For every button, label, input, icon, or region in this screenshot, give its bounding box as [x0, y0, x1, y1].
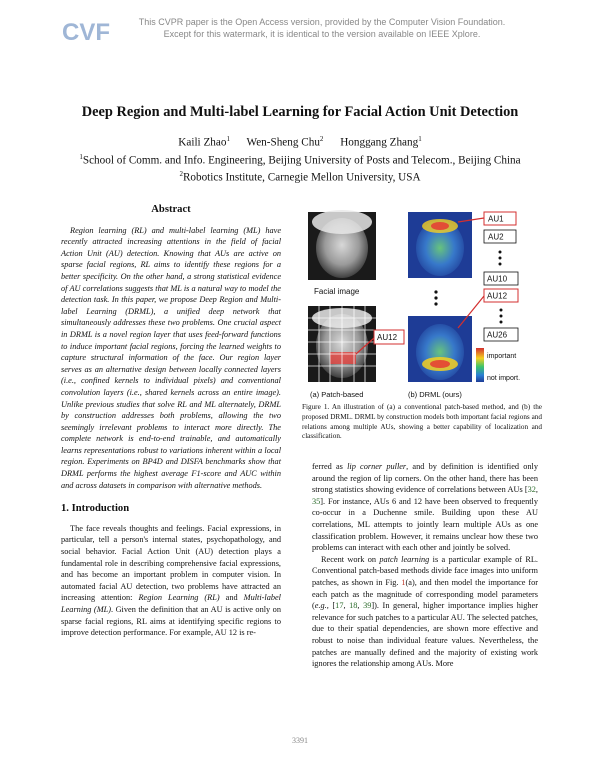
author-affil-mark: 1 — [226, 135, 230, 143]
au-label-1: AU1 — [488, 214, 504, 224]
citation-link[interactable]: 17 — [335, 601, 344, 611]
right-paragraph-2: Recent work on patch learning is a particular example of RL. Conventional patch-based methods divide face images into uniform patches, as shown in Fig. 1(a), and then model the importance for each patch as the magnitude of corresponding model parameters (e.g., [17, 18, 39]). In general, higher importance implies higher relevance for such patches to a particular AU. The selected patches, due to their spatial dependencies, are shown more effective and robust to noise than individual feature values. Nevertheless, the patches are manually defined and the majority of existing work ignores the relationship among AUs. More — [312, 554, 539, 669]
legend-important: important — [487, 353, 517, 360]
author-affil-mark: 1 — [418, 135, 422, 143]
label-a: (a) Patch-based — [310, 390, 364, 399]
emphasis: Multi-label Learning (ML) — [61, 593, 281, 614]
patch-based-face — [308, 306, 376, 382]
legend-not-important: not import. — [487, 375, 521, 382]
cvf-logo-text: CVF — [62, 19, 110, 46]
author-names — [40, 132, 560, 150]
author-name: Honggang Zhang — [340, 136, 419, 149]
text-run: The face reveals thoughts and feelings. Facial expressions, in particular, tell a person's internal states, psychopathology, and social behavior. Facial Action Unit (AU) detection plays a fundamental role in describing comprehensive facial expressions, and has become an important problem in computer vision. In automated facial AU detection, two problems have attracted an increasing attention: — [61, 523, 281, 603]
patch-au-label: AU12 — [377, 333, 398, 342]
emphasis: patch learning — [379, 554, 430, 564]
paper-title: Deep Region and Multi-label Learning for Facial Action Unit Detection — [81, 104, 519, 120]
facial-image-label: Facial image — [314, 287, 360, 296]
affil-text: School of Comm. and Info. Engineering, Beijing University of Posts and Telecom., Beijing China — [82, 154, 521, 167]
affiliation-1 — [40, 150, 560, 168]
text-run: , and by definition is identified only around the region of lip corners. On the other hand, there has been strong statistics showing evidence of correlations between AUs [ — [312, 462, 538, 495]
au-label-2: AU2 — [488, 232, 504, 242]
affil-mark: 2 — [179, 170, 183, 179]
text-run: . Given the definition that an AU is active only on sparse facial regions, RL aims at identifying specific regions to improve detection performance. For example, AU 12 is re- — [61, 605, 281, 638]
figure-1 — [308, 208, 542, 400]
text-run: Recent work on — [321, 554, 380, 564]
intro-heading: 1. Introduction — [61, 503, 130, 515]
citation-link[interactable]: 39 — [363, 601, 372, 611]
citation-link[interactable]: 32 — [527, 485, 536, 495]
text-run: ferred as — [312, 462, 348, 471]
facial-image — [308, 210, 376, 280]
watermark — [112, 16, 532, 40]
author-name: Kaili Zhao — [178, 136, 227, 149]
label-b: (b) DRML (ours) — [408, 390, 462, 399]
author-name: Wen-Sheng Chu — [246, 136, 320, 149]
intro-paragraph — [61, 523, 281, 639]
emphasis: e.g. — [314, 601, 327, 611]
figure-caption: Figure 1. An illustration of (a) a conventional patch-based method, and (b) the proposed DRML. DRML by construction models both important facial regions and relations among multiple AUs, showing a better capability of localization and classification. — [302, 403, 542, 441]
citation-link[interactable]: 18 — [349, 601, 358, 611]
text-run: ]). In general, higher importance implies higher relevance for such patches to a particular AU. The selected patches, due to their spatial dependencies, are shown more effective and robust to noise than individual feature values. Nevertheless, the patches are manually defined and the majority of existing work ignores the relationship among AUs. More — [312, 601, 538, 669]
vertical-dots — [434, 290, 437, 305]
drml-face-bottom — [408, 316, 472, 382]
affil-mark: 1 — [79, 152, 83, 161]
au-label-12: AU12 — [487, 291, 508, 301]
text-run: (a), and then model the importance for each patch as the magnitude of corresponding model parameters ( — [312, 577, 538, 611]
affiliation-2 — [40, 167, 560, 185]
abstract-heading: Abstract — [151, 204, 191, 215]
page-number: 3391 — [292, 736, 308, 745]
emphasis: lip corner puller — [347, 462, 407, 471]
abstract-text: Region learning (RL) and multi-label learning (ML) have recently attracted increasing attentions in the field of facial Action Unit (AU) detection. Knowing that AUs are active on sparse facial regions, RL aims to identify these regions for a better specificity. On the other hand, a strong statistical evidence of AU correlations suggests that ML is a natural way to model the detection task. In this paper, we propose Deep Region and Multi-label Learning (DRML), a unified deep network that simultaneously addresses these two problems. One crucial aspect in DRML is a novel region layer that uses feed-forward functions to induce important facial regions, forcing the learned weights to capture structural information of the face. Our region layer serves as an alternative design between locally connected layers (i.e., confined kernels to individual pixels) and conventional convolution layers (i.e., shared kernels across an entire image). Unlike previous studies that solve RL and ML alternately, DRML by construction addresses both problems, allowing the two seemingly irrelevant problems to interact more directly. The complete network is end-to-end trainable, and automatically learns representations robust to variations inherent within a local region. Experiments on BP4D and DISFA benchmarks show that DRML performs the highest average F1-score and AUC within and across datasets in comparison with alternative methods. — [61, 225, 281, 490]
figure-ref-link[interactable]: 1 — [401, 577, 406, 587]
watermark-line-1: This CVPR paper is the Open Access version, provided by the Computer Vision Foundation. — [138, 17, 506, 27]
author-affil-mark: 2 — [319, 135, 324, 143]
au-label-26: AU26 — [487, 330, 508, 340]
citation-link[interactable]: 35 — [312, 496, 321, 506]
emphasis: Region Learning (RL) — [138, 593, 220, 603]
importance-legend — [476, 348, 520, 382]
author-block — [40, 132, 560, 185]
au-label-10: AU10 — [487, 274, 508, 284]
text-run: ]. For instance, AUs 6 and 12 have been observed to frequently co-occur in a Duchenne smile. Building upon these AU correlations, ML attempts to jointly learn multiple AUs as one classification problem. However, it remains unclear how these two problems can interact with each other and jointly be solved. — [312, 496, 538, 553]
affil-text: Robotics Institute, Carnegie Mellon University, USA — [182, 172, 421, 185]
text-run: , [ — [326, 601, 336, 611]
watermark-line-2: Except for this watermark, it is identical to the version available on IEEE Xplore. — [163, 29, 481, 39]
right-paragraph-1: ferred as lip corner puller, and by definition is identified only around the region of lip corners. On the other hand, there has been strong statistics showing evidence of correlations between AUs [32, 35]. For instance, AUs 6 and 12 have been observed to frequently co-occur in a Duchenne smile. Building upon these AU correlations, ML attempts to jointly learn multiple AUs as one classification problem. However, it remains unclear how these two problems can interact with each other and jointly be solved. — [312, 462, 538, 553]
text-run: and — [219, 593, 244, 603]
text-run: is a particular example of RL. Conventional patch-based methods divide face images into uniform patches, as shown in Fig. — [312, 554, 539, 587]
right-column — [312, 461, 538, 670]
cvf-logo — [62, 16, 110, 46]
left-column — [61, 204, 281, 639]
